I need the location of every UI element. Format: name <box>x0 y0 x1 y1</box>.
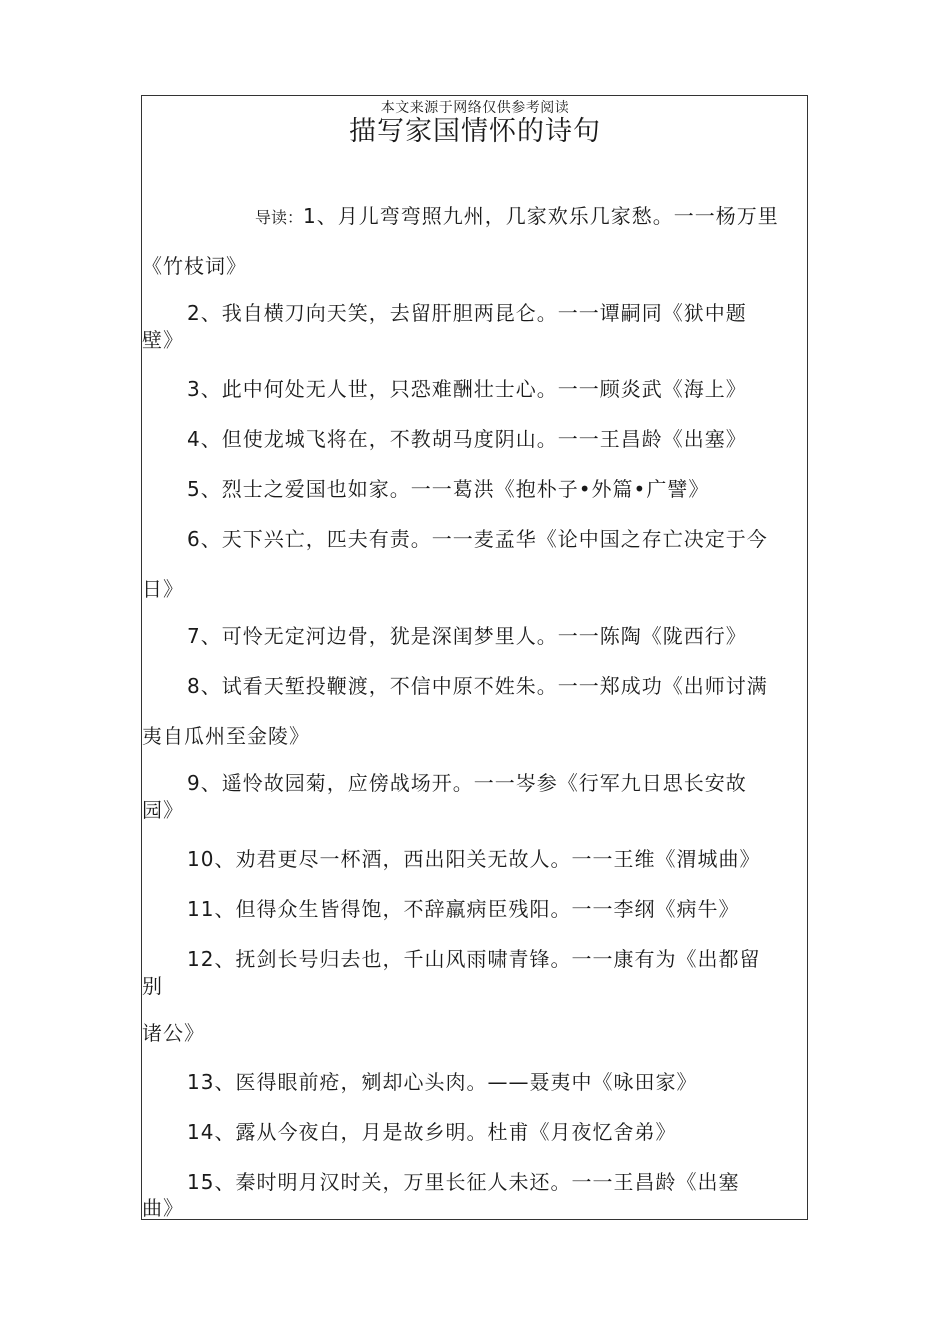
poem-line: 9、遥怜故园菊，应傍战场开。一一岑参《行军九日思长安故 <box>187 771 747 795</box>
intro-line <box>255 204 779 230</box>
poem-line-continuation: 夷自瓜州至金陵》 <box>142 724 310 748</box>
document-title: 描写家国情怀的诗句 <box>349 116 601 147</box>
poem-line-continuation: 日》 <box>142 577 184 601</box>
poem-line-continuation: 诸公》 <box>142 1021 205 1045</box>
poem-line: 3、此中何处无人世，只恐难酬壮士心。一一顾炎武《海上》 <box>187 377 747 401</box>
poem-line: 14、露从今夜白，月是故乡明。杜甫《月夜忆舍弟》 <box>187 1120 677 1144</box>
poem-line-continuation: 别 <box>142 974 163 998</box>
poem-line: 4、但使龙城飞将在，不教胡马度阴山。一一王昌龄《出塞》 <box>187 427 747 451</box>
poem-line-continuation: 曲》 <box>142 1196 184 1220</box>
source-note: 本文来源于网络仅供参考阅读 <box>380 100 570 116</box>
poem-line: 10、劝君更尽一杯酒，西出阳关无故人。一一王维《渭城曲》 <box>187 847 761 871</box>
poem-line: 11、但得众生皆得饱，不辞羸病臣残阳。一一李纲《病牛》 <box>187 897 740 921</box>
poem-line: 8、试看天堑投鞭渡，不信中原不姓朱。一一郑成功《出师讨满 <box>187 674 768 698</box>
poem-line: 7、可怜无定河边骨，犹是深闺梦里人。一一陈陶《陇西行》 <box>187 624 747 648</box>
poem-line: 13、医得眼前疮，剜却心头肉。——聂夷中《咏田家》 <box>187 1070 698 1094</box>
poem-line: 6、天下兴亡，匹夫有责。一一麦孟华《论中国之存亡决定于今 <box>187 527 768 551</box>
poem-line: 12、抚剑长号归去也，千山风雨啸青锋。一一康有为《出都留 <box>187 947 761 971</box>
intro-continuation: 《竹枝词》 <box>142 254 247 278</box>
intro-label: 导读： <box>255 208 304 227</box>
poem-line: 5、烈士之爱国也如家。一一葛洪《抱朴子•外篇•广譬》 <box>187 477 710 501</box>
poem-line-continuation: 园》 <box>142 798 184 822</box>
poem-line: 15、秦时明月汉时关，万里长征人未还。一一王昌龄《出塞 <box>187 1170 740 1194</box>
poem-line: 2、我自横刀向天笑，去留肝胆两昆仑。一一谭嗣同《狱中题 <box>187 301 747 325</box>
poem-line-continuation: 壁》 <box>142 328 184 352</box>
intro-text: 1、月儿弯弯照九州，几家欢乐几家愁。一一杨万里 <box>303 204 779 228</box>
